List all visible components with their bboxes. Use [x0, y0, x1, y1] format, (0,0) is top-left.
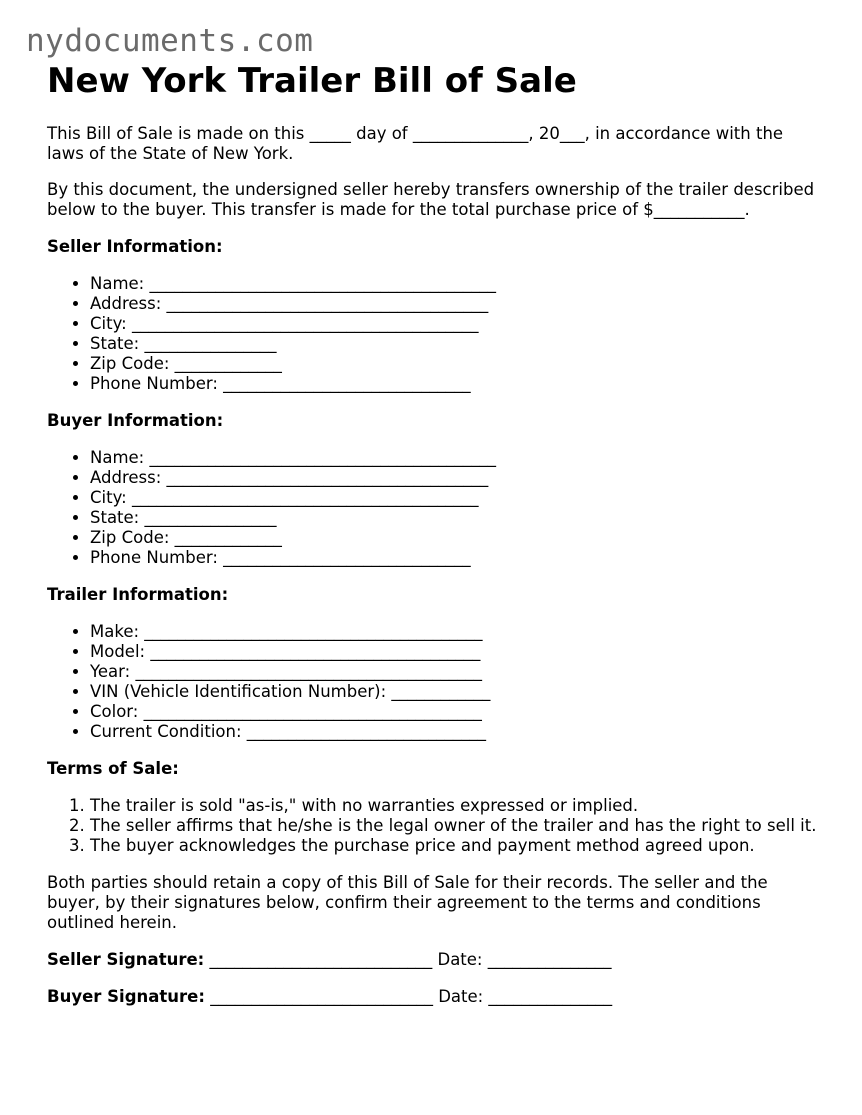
seller-signature-blank: ___________________________ Date: _______________	[204, 950, 612, 969]
closing-paragraph: Both parties should retain a copy of this Bill of Sale for their records. The seller and the buyer, by their signatures below, confirm their agreement to the terms and conditions outlined herein.	[47, 873, 768, 932]
terms-item: 1. The trailer is sold "as-is," with no warranties expressed or implied.	[90, 796, 817, 816]
buyer-name-field: • Name: __________________________________________	[90, 448, 817, 468]
transfer-paragraph: By this document, the undersigned seller hereby transfers ownership of the trailer described below to the buyer. This transfer is made for the total purchase price of $___________.	[47, 180, 815, 219]
intro-paragraph: This Bill of Sale is made on this _____ day of ______________, 20___, in accordance with the laws of the State of New York.	[47, 124, 784, 163]
buyer-list	[47, 448, 817, 568]
trailer-list	[47, 622, 817, 742]
seller-name-field: • Name: __________________________________________	[90, 274, 817, 294]
trailer-color-field: • Color: _________________________________________	[90, 702, 817, 722]
trailer-year-field: • Year: __________________________________________	[90, 662, 817, 682]
buyer-signature-line	[47, 987, 817, 1007]
buyer-heading: Buyer Information:	[47, 411, 224, 430]
seller-heading: Seller Information:	[47, 237, 223, 256]
terms-heading: Terms of Sale:	[47, 759, 179, 778]
buyer-city-field: • City: __________________________________________	[90, 488, 817, 508]
buyer-address-field: • Address: _______________________________________	[90, 468, 817, 488]
seller-city-field: • City: __________________________________________	[90, 314, 817, 334]
seller-zip-field: • Zip Code: _____________	[90, 354, 817, 374]
seller-address-field: • Address: _______________________________________	[90, 294, 817, 314]
document-title: New York Trailer Bill of Sale	[47, 61, 577, 101]
buyer-phone-field: • Phone Number: ______________________________	[90, 548, 817, 568]
seller-signature-line	[47, 950, 817, 970]
buyer-signature-label: Buyer Signature:	[47, 987, 205, 1006]
terms-list	[47, 796, 817, 856]
seller-state-field: • State: ________________	[90, 334, 817, 354]
watermark: nydocuments.com	[26, 23, 314, 59]
buyer-state-field: • State: ________________	[90, 508, 817, 528]
seller-phone-field: • Phone Number: ______________________________	[90, 374, 817, 394]
trailer-condition-field: • Current Condition: _____________________________	[90, 722, 817, 742]
buyer-zip-field: • Zip Code: _____________	[90, 528, 817, 548]
document-page	[47, 60, 817, 1007]
seller-signature-label: Seller Signature:	[47, 950, 205, 969]
terms-item: 2. The seller affirms that he/she is the legal owner of the trailer and has the right to sell it.	[90, 816, 817, 836]
buyer-signature-blank: ___________________________ Date: _______________	[204, 987, 613, 1006]
trailer-vin-field: • VIN (Vehicle Identification Number): ____________	[90, 682, 817, 702]
trailer-make-field: • Make: _________________________________________	[90, 622, 817, 642]
trailer-model-field: • Model: ________________________________________	[90, 642, 817, 662]
trailer-heading: Trailer Information:	[47, 585, 229, 604]
terms-item: 3. The buyer acknowledges the purchase price and payment method agreed upon.	[90, 836, 817, 856]
seller-list	[47, 274, 817, 394]
